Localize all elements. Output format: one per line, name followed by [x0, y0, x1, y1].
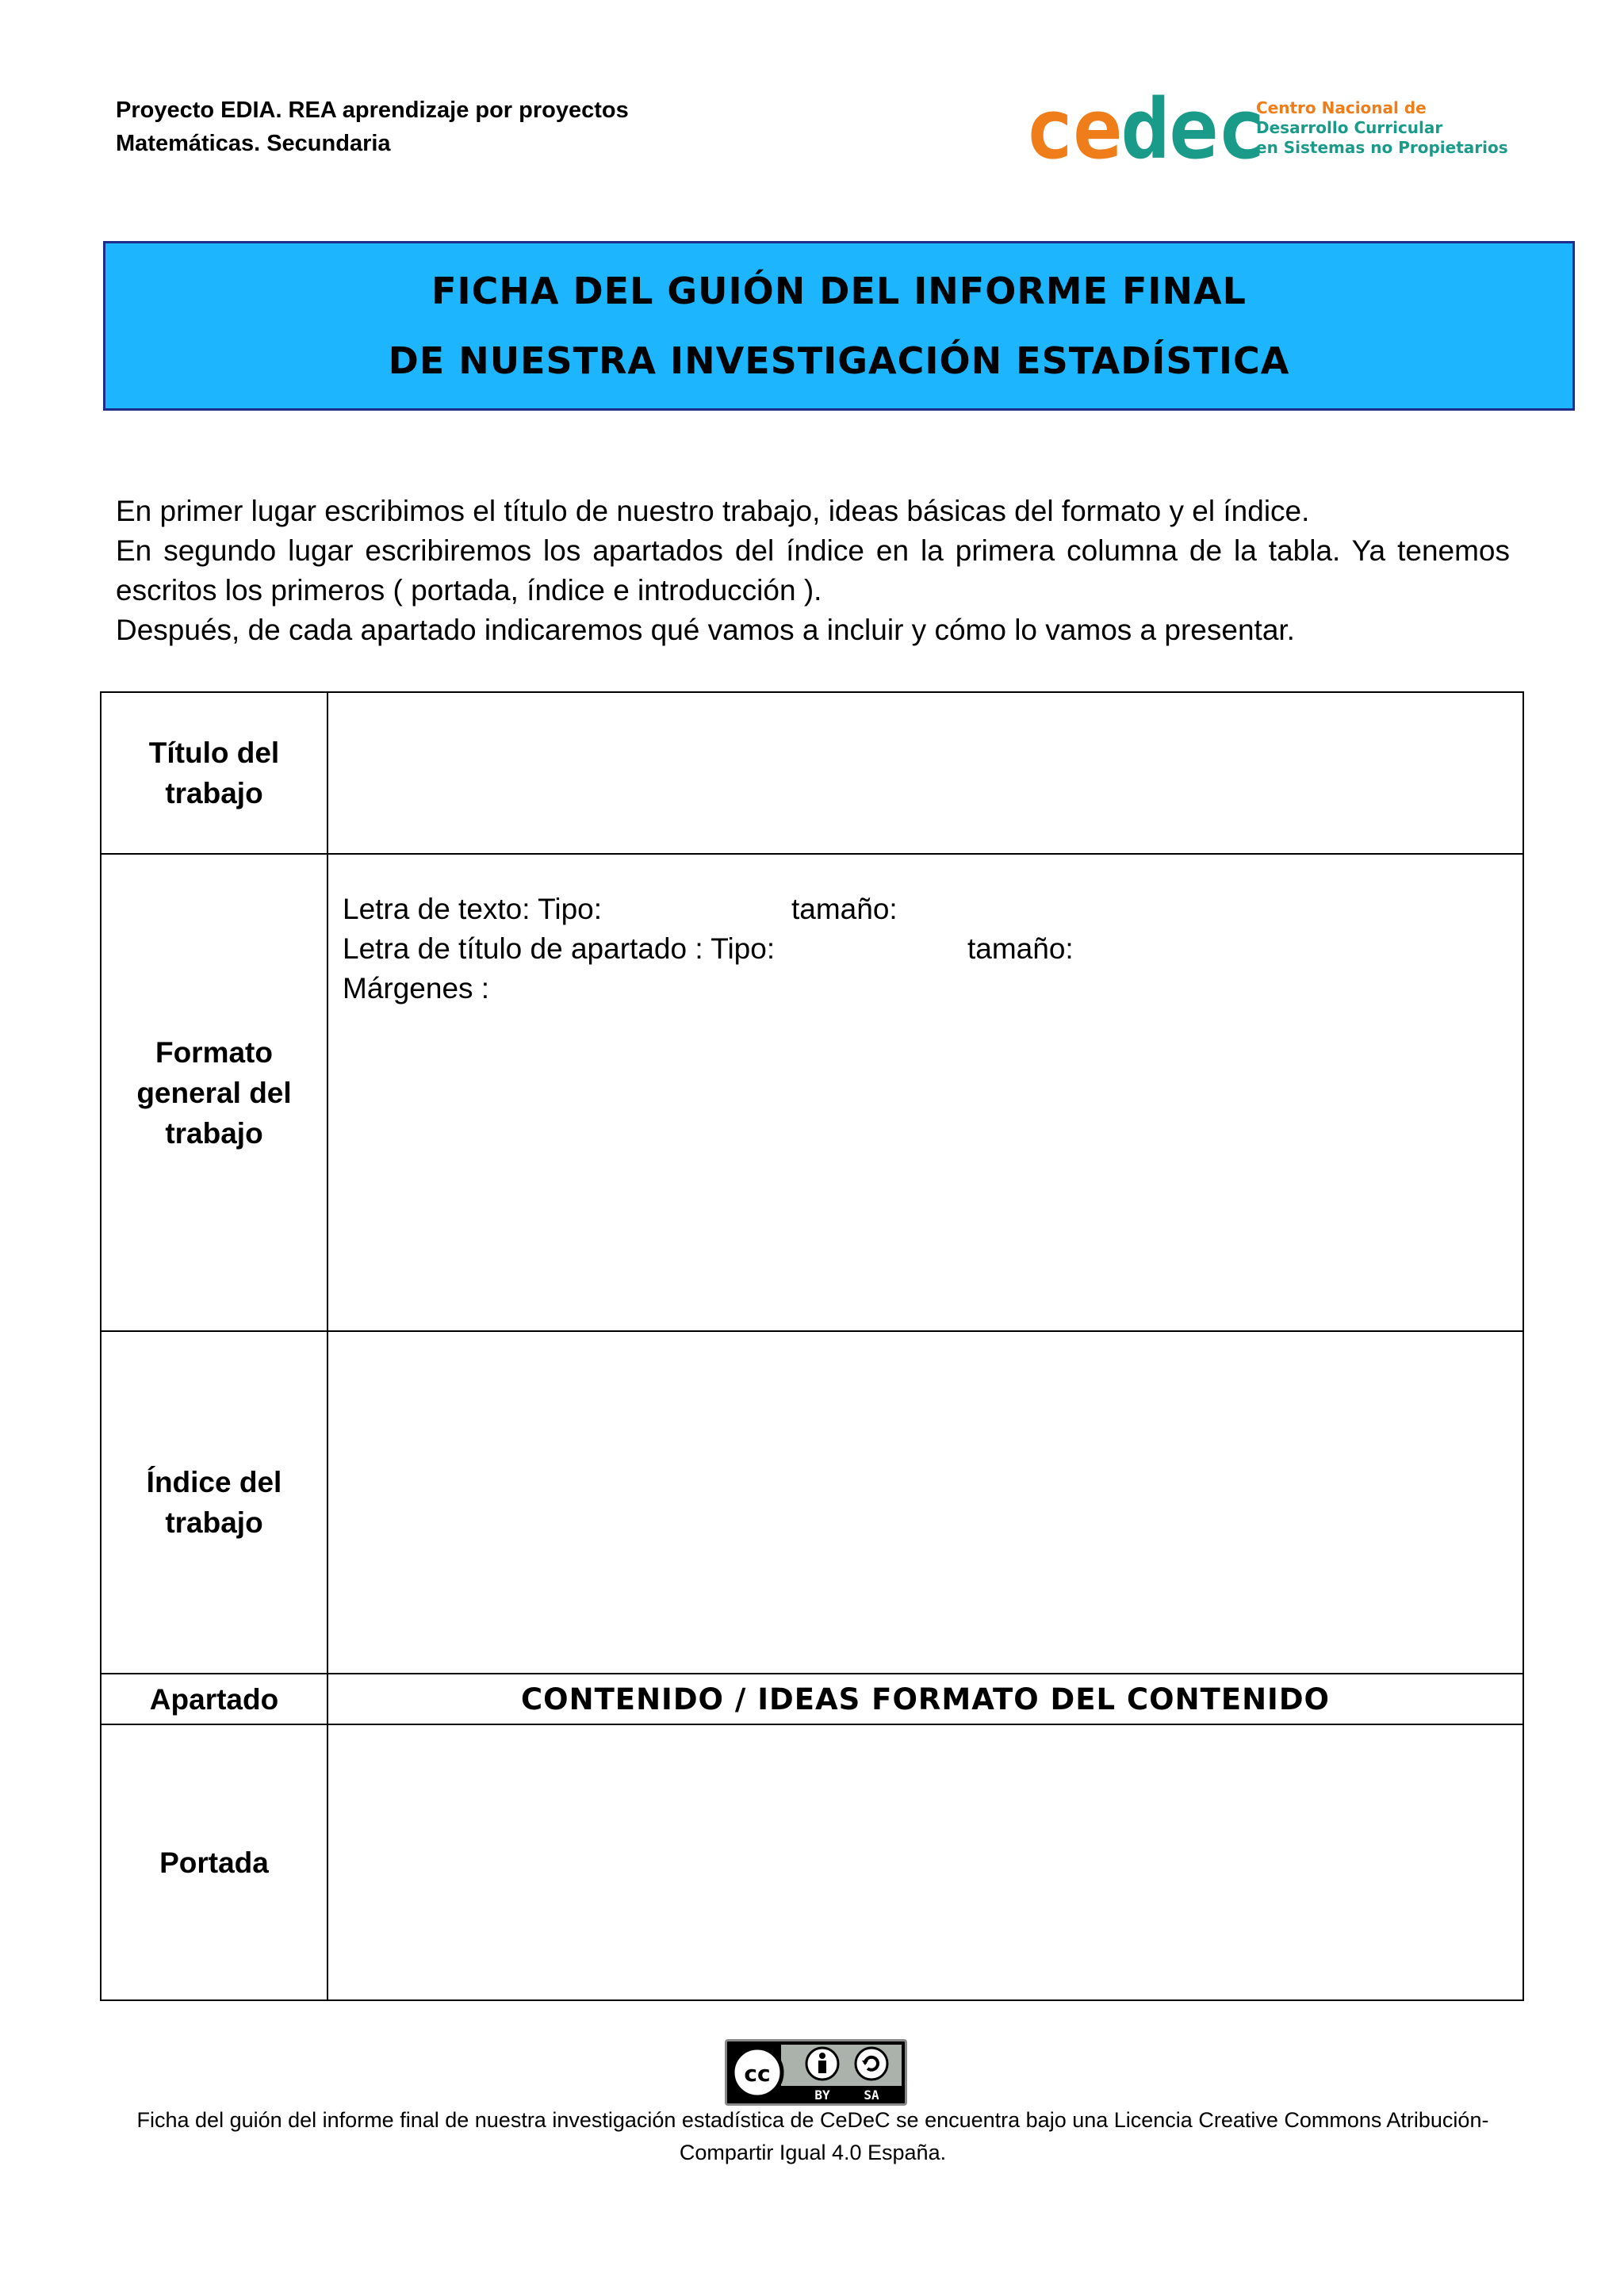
instruction-1: En primer lugar escribimos el título de nuestro trabajo, ideas básicas del formato y el índice.	[116, 495, 1310, 527]
column-header-contenido: CONTENIDO / IDEAS FORMATO DEL CONTENIDO	[521, 1682, 1330, 1716]
share-alike-icon	[856, 2048, 887, 2080]
column-header-apartado: Apartado	[102, 1674, 328, 1724]
row-titulo	[102, 693, 1522, 853]
format-prompts	[343, 890, 1074, 1008]
font-text-type-label: Letra de texto: Tipo:	[343, 893, 603, 925]
cedec-logo-text	[1256, 98, 1508, 158]
field-titulo[interactable]	[328, 693, 1522, 853]
label-titulo: Título del trabajo	[102, 693, 328, 853]
instruction-3: Después, de cada apartado indicaremos qué vamos a incluir y cómo lo vamos a presentar.	[116, 614, 1295, 646]
label-portada: Portada	[102, 1725, 328, 1999]
svg-text:cc: cc	[744, 2061, 771, 2087]
logo-text-line3: en Sistemas no Propietarios	[1256, 138, 1508, 157]
banner-title-line2: DE NUESTRA INVESTIGACIÓN ESTADÍSTICA	[388, 339, 1290, 382]
label-formato: Formato general del trabajo	[102, 855, 328, 1330]
cc-by-label: BY	[814, 2087, 830, 2103]
license-line2: Compartir Igual 4.0 España.	[679, 2141, 947, 2164]
field-portada[interactable]	[328, 1725, 1522, 1999]
row-portada	[102, 1724, 1522, 1999]
document-header	[116, 94, 629, 160]
field-indice[interactable]	[328, 1332, 1522, 1673]
row-column-headers	[102, 1673, 1522, 1724]
cc-sa-label: SA	[864, 2087, 879, 2103]
instructions	[116, 492, 1510, 650]
instruction-2: En segundo lugar escribiremos los apartados del índice en la primera columna de la tabla. Ya tenemos escritos los primeros ( portada, índice e introducción ).	[116, 534, 1510, 607]
license-notice	[116, 2104, 1510, 2169]
license-line1: Ficha del guión del informe final de nuestra investigación estadística de CeDeC se encuentra bajo una Licencia Creative Commons Atribución-	[136, 2108, 1489, 2132]
banner-title-line1: FICHA DEL GUIÓN DEL INFORME FINAL	[431, 270, 1247, 312]
font-text-size-label: tamaño:	[791, 893, 898, 925]
row-indice	[102, 1330, 1522, 1673]
font-heading-type-label: Letra de título de apartado : Tipo:	[343, 932, 776, 965]
logo-text-line2: Desarrollo Curricular	[1256, 118, 1443, 137]
project-title: Proyecto EDIA. REA aprendizaje por proyectos	[116, 98, 629, 123]
row-formato	[102, 853, 1522, 1330]
font-heading-size-label: tamaño:	[967, 932, 1074, 965]
report-outline-table	[100, 691, 1524, 2001]
logo-text-line1: Centro Nacional de	[1256, 98, 1427, 117]
subject-title: Matemáticas. Secundaria	[116, 131, 391, 156]
label-indice: Índice del trabajo	[102, 1332, 328, 1673]
cc-license-badge	[725, 2039, 907, 2106]
field-formato[interactable]	[328, 855, 1522, 1330]
title-banner	[103, 241, 1575, 411]
margins-label: Márgenes :	[343, 972, 490, 1004]
cedec-wordmark: cedec	[1025, 81, 1266, 178]
